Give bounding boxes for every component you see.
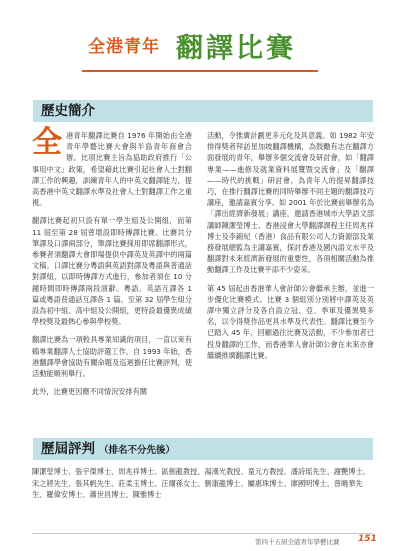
judges-subheading: （排名不分先後） bbox=[99, 445, 176, 456]
header-title: 翻譯比賽 bbox=[176, 33, 296, 64]
history-heading-text: 歷史簡介 bbox=[41, 103, 95, 119]
footer-divider bbox=[32, 533, 373, 534]
judges-section-heading bbox=[33, 438, 373, 460]
history-paragraph: 第 45 屆起由香港華人會計師公會繼承主辦，並進一步優化比賽模式。比賽 3 個組別分別將中譯英及英譯中獨立評分及各自設立冠、亞、季軍及優異獎多名，以令得獎作品更具水準及代表性。翻譯比賽至今已踏入 45 年，回顧過往比賽及活動，不少參加者已投身翻譯的工作，而香港華人會計師公會在未來亦會繼續推廣翻譯比賽。 bbox=[207, 283, 374, 360]
history-left-column bbox=[32, 125, 192, 404]
dropcap: 全 bbox=[32, 125, 62, 160]
history-paragraph: 此外，比賽更因應不同情況安排有關 bbox=[32, 387, 148, 397]
header-underline bbox=[82, 70, 318, 72]
judges-heading-text: 歷屆評判 bbox=[41, 441, 95, 457]
history-paragraph: 翻譯比賽為一項較具專業知識的項目，一直以來有賴專業翻譯人士協助評選工作。自 1993 年始，香港翻譯學會協助有關命題及巡迴擔任比賽評判，使活動能順利舉行。 bbox=[32, 335, 192, 379]
header-title-small: 全港青年 bbox=[88, 37, 160, 57]
page-header bbox=[0, 20, 400, 80]
history-paragraph bbox=[32, 125, 192, 208]
history-right-column bbox=[207, 130, 374, 368]
page-number: 151 bbox=[358, 534, 377, 544]
judges-list: 陳潔瑩博士、張宇傑博士、周兆祥博士、區劍龍教授、湯漢光教授、童元方教授、潘詩瑶先生、謝艷博士、宋之將先生、張其帆先生、莊柔玉博士、汪爾孫女士、劉康龍博士、屬惠珠博士、廖國明博士、曾曉華先生、羅偉安博士、蕭世昌博士、陳雅博士 bbox=[32, 467, 370, 499]
paragraph-text: 港青年翻譯比賽自 1976 年開始由全港青年學藝比賽大會與半島青年商會合辦。比項比賽主旨為協助政府推行「公事用中文」政策，希望藉此比賽引起社會人士對翻譯工作的興趣，訓練青年人的中英文翻譯能力，提高香港中英文翻譯水準及社會人士對翻譯工作之重視。 bbox=[32, 131, 192, 208]
footer-caption: 第四十五屆全港青年學藝比賽 bbox=[255, 538, 340, 546]
history-paragraph: 翻譯比賽起初只設有單一學生組及公開組，而第 11 屆至第 28 屆曾增設即時傳譯比賽。比賽共分筆譯及口譯兩部分，筆譯比賽採用即席翻譯形式，參賽者須翻譯大會即場提供中譯英及英譯中的兩篇文稿。口譯比賽分粵語與英語對譯及粵語與普通話對譯組，以即時傳譯方式進行，參加者須在 10 分鐘時間即時傳譯兩段演辭。粵語、英語互譯各 1 篇或粵語普通話互譯各 1 篇。至第 32 屆學生組分設為初中組、高中組及公開組，更特設最優異成績學校獎及最熱心參與學校獎。 bbox=[32, 216, 192, 327]
history-section-heading bbox=[33, 100, 373, 122]
history-paragraph: 活動，令推廣計劃更多元化及具意義。如 1982 年安排得獎者拜訪星加坡翻譯機構，為鼓勵有志在翻譯方面發展的青年，舉辦多個交流會及研討會，如「翻譯專業——進修及就業資料展覽暨交流會」及「翻譯——時代的挑戰」研討會。為青年人的提昇翻譯技巧，在推行翻譯比賽的同時舉辦不同主題的翻譯技巧講座，邀請嘉賓分享。如 2001 年於比賽前舉辦名為「譯出經濟新發展」講座，邀請香港城市大學語文部講師陳潔瑩博士、香港浸會大學翻譯課程主任周兆祥博士及李錦紀（香港）食品有限公司人力資源部及業務發展總監為主講嘉賓，探討香港及國內語文水平及翻譯對未來經濟新發展的重要性，各項相關活動為推動翻譯工作及比賽平添不少姿采。 bbox=[207, 131, 374, 275]
